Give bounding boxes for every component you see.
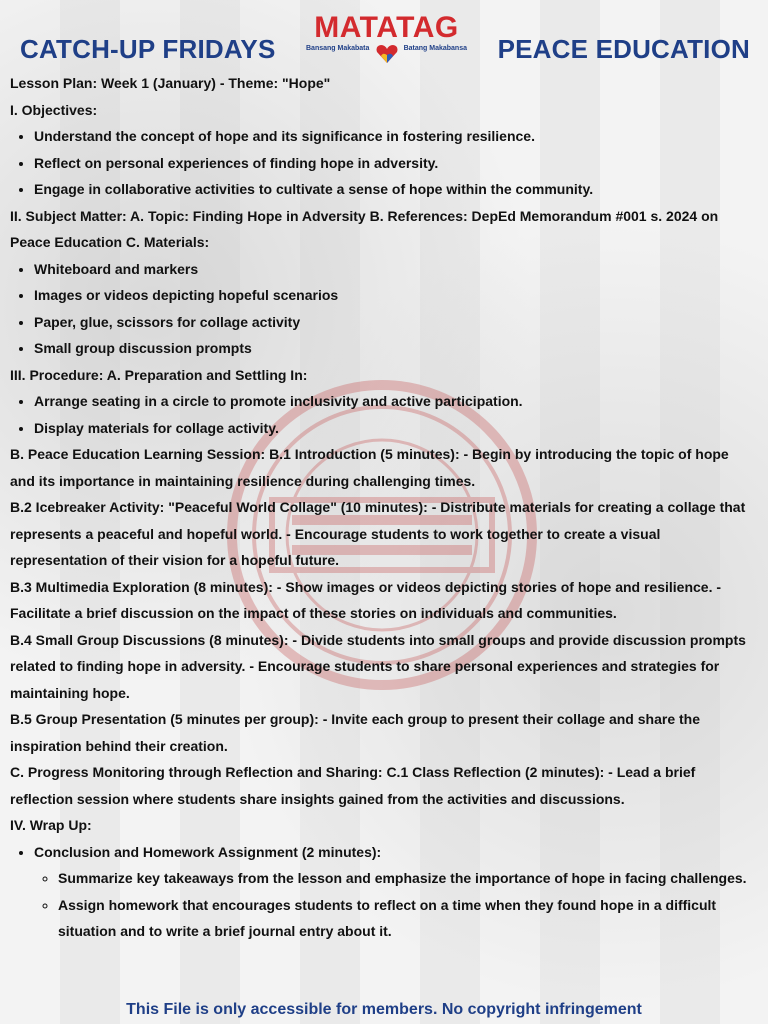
page-header [0, 0, 768, 72]
logo-subtitle-left: Bansang Makabata [306, 45, 370, 52]
session-b2-icebreaker: B.2 Icebreaker Activity: "Peaceful World Collage" (10 minutes): - Distribute materials for creating a collage that represents a peaceful and hopeful world. - Encourage students to work together to create a visual representation of their vision for a hopeful future. [10, 499, 746, 568]
session-b4-group-discussions: B.4 Small Group Discussions (8 minutes): - Divide students into small groups and provide discussion prompts related to finding hope in adversity. - Encourage students to share personal experiences and strategies for maintaining hope. [10, 631, 746, 701]
list-item: • Arrange seating in a circle to promote inclusivity and active participation. [34, 388, 750, 415]
list-item: • Display materials for collage activity. [34, 415, 750, 442]
footer-notice: This File is only accessible for members. No copyright infringement [126, 1001, 642, 1018]
list-item: • Images or videos depicting hopeful scenarios [34, 282, 750, 309]
catch-up-fridays-title: CATCH-UP FRIDAYS [20, 34, 276, 64]
session-b5-group-presentation: B.5 Group Presentation (5 minutes per group): - Invite each group to present their collage and share the inspiration behind their creation. [10, 711, 700, 754]
list-item: • Reflect on personal experiences of finding hope in adversity. [34, 150, 750, 177]
session-b3-multimedia: B.3 Multimedia Exploration (8 minutes): - Show images or videos depicting stories of hope and resilience. - Facilitate a brief discussion on the impact of these stories on individuals and communities. [10, 578, 722, 621]
list-item: • Small group discussion prompts [34, 335, 750, 362]
logo-subtitle-right: Batang Makabansa [403, 45, 467, 52]
progress-monitoring: C. Progress Monitoring through Reflection and Sharing: C.1 Class Reflection (2 minutes): - Lead a brief reflection session where students share insights gained from the activities and discussions. [10, 764, 696, 807]
objectives-list [10, 123, 750, 203]
logo-title: MATATAG [314, 11, 459, 44]
materials-list [10, 256, 750, 362]
subject-matter: II. Subject Matter: A. Topic: Finding Hope in Adversity B. References: DepEd Memorandum #001 s. 2024 on Peace Education C. Materials: [10, 207, 719, 250]
matatag-logo [304, 12, 469, 68]
heart-hands-icon [375, 42, 399, 64]
wrapup-item-label: Conclusion and Homework Assignment (2 minutes): [34, 843, 382, 860]
list-item: ◦ Assign homework that encourages students to reflect on a time when they found hope in a difficult situation and to write a brief journal entry about it. [58, 892, 750, 945]
preparation-list [10, 388, 750, 441]
list-item: • Paper, glue, scissors for collage activity [34, 309, 750, 336]
procedure-heading: III. Procedure: A. Preparation and Settling In: [10, 366, 308, 383]
list-item: • Whiteboard and markers [34, 256, 750, 283]
wrapup-heading: IV. Wrap Up: [10, 817, 92, 833]
objectives-heading: I. Objectives: [10, 101, 98, 118]
list-item: • Understand the concept of hope and its significance in fostering resilience. [34, 123, 750, 150]
lesson-plan-title: Lesson Plan: Week 1 (January) - Theme: "Hope" [10, 75, 331, 91]
list-item: ◦ Summarize key takeaways from the lesson and emphasize the importance of hope in facing challenges. [58, 865, 750, 892]
lesson-plan-content [10, 70, 750, 945]
list-item [34, 839, 750, 945]
peace-education-title: PEACE EDUCATION [497, 34, 750, 64]
session-b1-introduction: B. Peace Education Learning Session: B.1 Introduction (5 minutes): - Begin by introducing the topic of hope and its importance in maintaining resilience during challenging times. [10, 446, 729, 489]
list-item: • Engage in collaborative activities to cultivate a sense of hope within the community. [34, 176, 750, 203]
wrapup-list [10, 839, 750, 945]
wrapup-sublist [34, 865, 750, 945]
